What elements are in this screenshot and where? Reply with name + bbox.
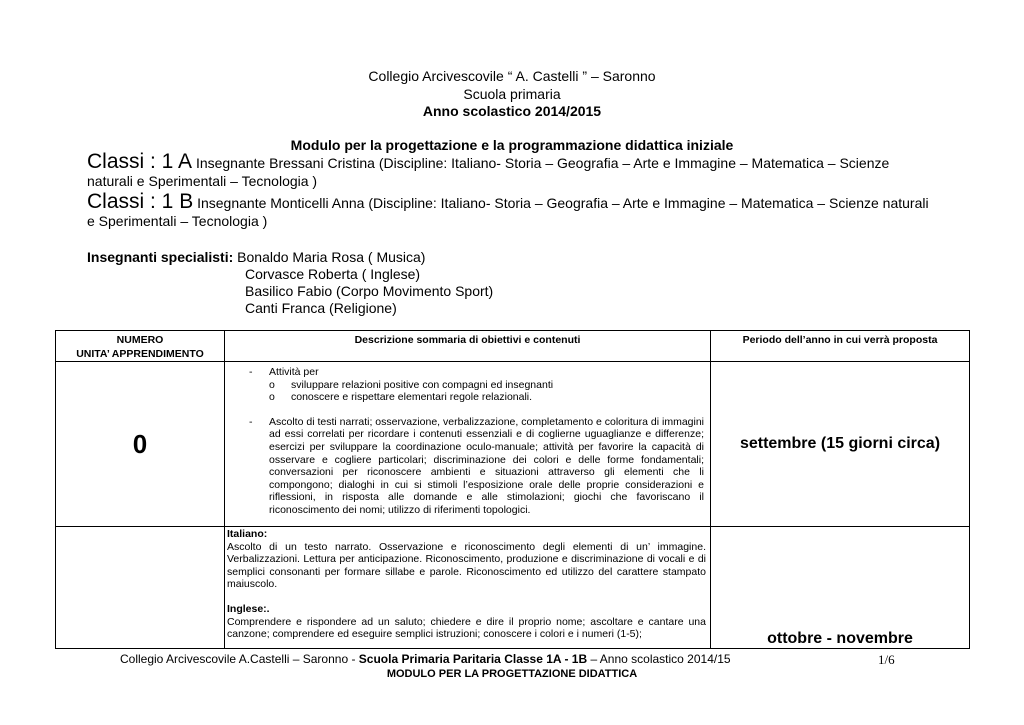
- unit-number: [56, 527, 225, 649]
- description-cell: [225, 527, 711, 649]
- sub-bullet-text: sviluppare relazioni positive con compagni ed insegnanti: [291, 378, 554, 391]
- school-type: Scuola primaria: [463, 86, 561, 102]
- header-description: Descrizione sommaria di obiettivi e contenuti: [225, 331, 711, 362]
- class-1b-teacher: Insegnante Monticelli Anna (Discipline: Italiano- Storia – Geografia – Arte e Immagine – Matematica – Scienze naturali e Sperimentali – Tecnologia ): [87, 195, 929, 229]
- specialists-label: Insegnanti specialisti:: [87, 249, 234, 265]
- sub-bullet-item: [225, 391, 704, 404]
- header-unit-number-line2: UNITA’ APPRENDIMENTO: [76, 348, 204, 360]
- header-period: Periodo dell’anno in cui verrà proposta: [711, 331, 970, 362]
- subject-label-inglese: Inglese:.: [227, 602, 270, 615]
- specialist-item: Basilico Fabio (Corpo Movimento Sport): [245, 283, 494, 299]
- circle-bullet-icon: o: [269, 391, 275, 404]
- subject-label-italiano: Italiano:: [227, 528, 268, 540]
- bullet-text: Ascolto di testi narrati; osservazione, verbalizzazione, completamento e coloritura di immagini ad essi correlati per ricordare i contenuti essenziali e di coglierne uguaglianze e differenze; esercizi per sviluppare la coordinazione oculo-manuale; attività per favorire la capacità di osservare e cogliere particolari; discriminazione dei colori e delle forme fondamentali; conversazioni per riconoscere ambienti e situazioni attraverso gli elementi che li compongono; dialoghi in cui si stimoli l’esposizione orale delle proprie considerazioni e riflessioni, in risposta alle domande e alle stimolazioni; giochi che favoriscano il riconoscimento dei nomi; utilizzo di riferimenti topologici.: [269, 415, 704, 516]
- subject-text-italiano: Ascolto di un testo narrato. Osservazione e riconoscimento degli elementi di un’ immagine. Verbalizzazioni. Lettura per anticipazione. Riconoscimento, produzione e discriminazione di vocali e di semplici consonanti per formare sillabe e parole. Riconoscimento ed utilizzo del carattere stampato maiuscolo.: [227, 540, 706, 591]
- table-row: [56, 527, 970, 649]
- footer-year: – Anno scolastico 2014/15: [587, 652, 731, 666]
- bullet-item: [225, 366, 704, 379]
- sub-bullet-text: conoscere e rispettare elementari regole relazionali.: [291, 391, 533, 404]
- module-title: Modulo per la progettazione e la programmazione didattica iniziale: [290, 137, 734, 153]
- unit-number: 0: [56, 362, 225, 527]
- table-header-row: [56, 331, 970, 362]
- class-1b-block: [87, 190, 937, 230]
- bullet-item: [225, 416, 704, 517]
- school-name: Collegio Arcivescovile “ A. Castelli ” – Saronno: [368, 68, 656, 84]
- programming-table: [55, 330, 970, 649]
- page-number: 1/6: [878, 652, 895, 667]
- subject-text-inglese: Comprendere e rispondere ad un saluto; chiedere e dire il proprio nome; ascoltare e cantare una canzone; comprendere ed eseguire semplici istruzioni; conoscere i colori e i numeri (1-5);: [227, 615, 706, 641]
- class-1b-label: Classi : 1 B: [87, 190, 194, 213]
- specialist-item: Canti Franca (Religione): [245, 300, 397, 316]
- header-unit-number-line1: NUMERO: [116, 334, 164, 346]
- sub-bullet-item: [225, 379, 704, 392]
- period-cell: ottobre - novembre: [711, 527, 970, 649]
- class-1a-label: Classi : 1 A: [87, 150, 193, 173]
- description-cell: [225, 362, 711, 527]
- footer-school-type: Scuola Primaria Paritaria Classe 1A - 1B: [358, 652, 588, 666]
- dash-bullet-icon: -: [249, 415, 253, 428]
- period-cell: settembre (15 giorni circa): [711, 362, 970, 527]
- description-content: [225, 527, 710, 641]
- bullet-text: Attività per: [269, 366, 319, 378]
- class-1a-block: [87, 150, 937, 190]
- footer-module-title: MODULO PER LA PROGETTAZIONE DIDATTICA: [386, 668, 638, 680]
- table-row: [56, 362, 970, 527]
- school-year: Anno scolastico 2014/2015: [422, 103, 602, 119]
- footer-school: Collegio Arcivescovile A.Castelli – Saronno -: [120, 652, 359, 666]
- circle-bullet-icon: o: [269, 378, 275, 391]
- specialists-block: [87, 249, 425, 266]
- footer-text: [120, 652, 731, 666]
- class-1a-teacher: Insegnante Bressani Cristina (Discipline: Italiano- Storia – Geografia – Arte e Immagine – Matematica – Scienze naturali e Sperimentali – Tecnologia ): [87, 155, 890, 189]
- specialist-item: Bonaldo Maria Rosa ( Musica): [237, 249, 426, 265]
- header-unit-number: [56, 331, 225, 362]
- description-content: [225, 362, 710, 517]
- dash-bullet-icon: -: [249, 366, 253, 378]
- specialists-list: [245, 266, 493, 317]
- specialist-item: Corvasce Roberta ( Inglese): [245, 266, 421, 282]
